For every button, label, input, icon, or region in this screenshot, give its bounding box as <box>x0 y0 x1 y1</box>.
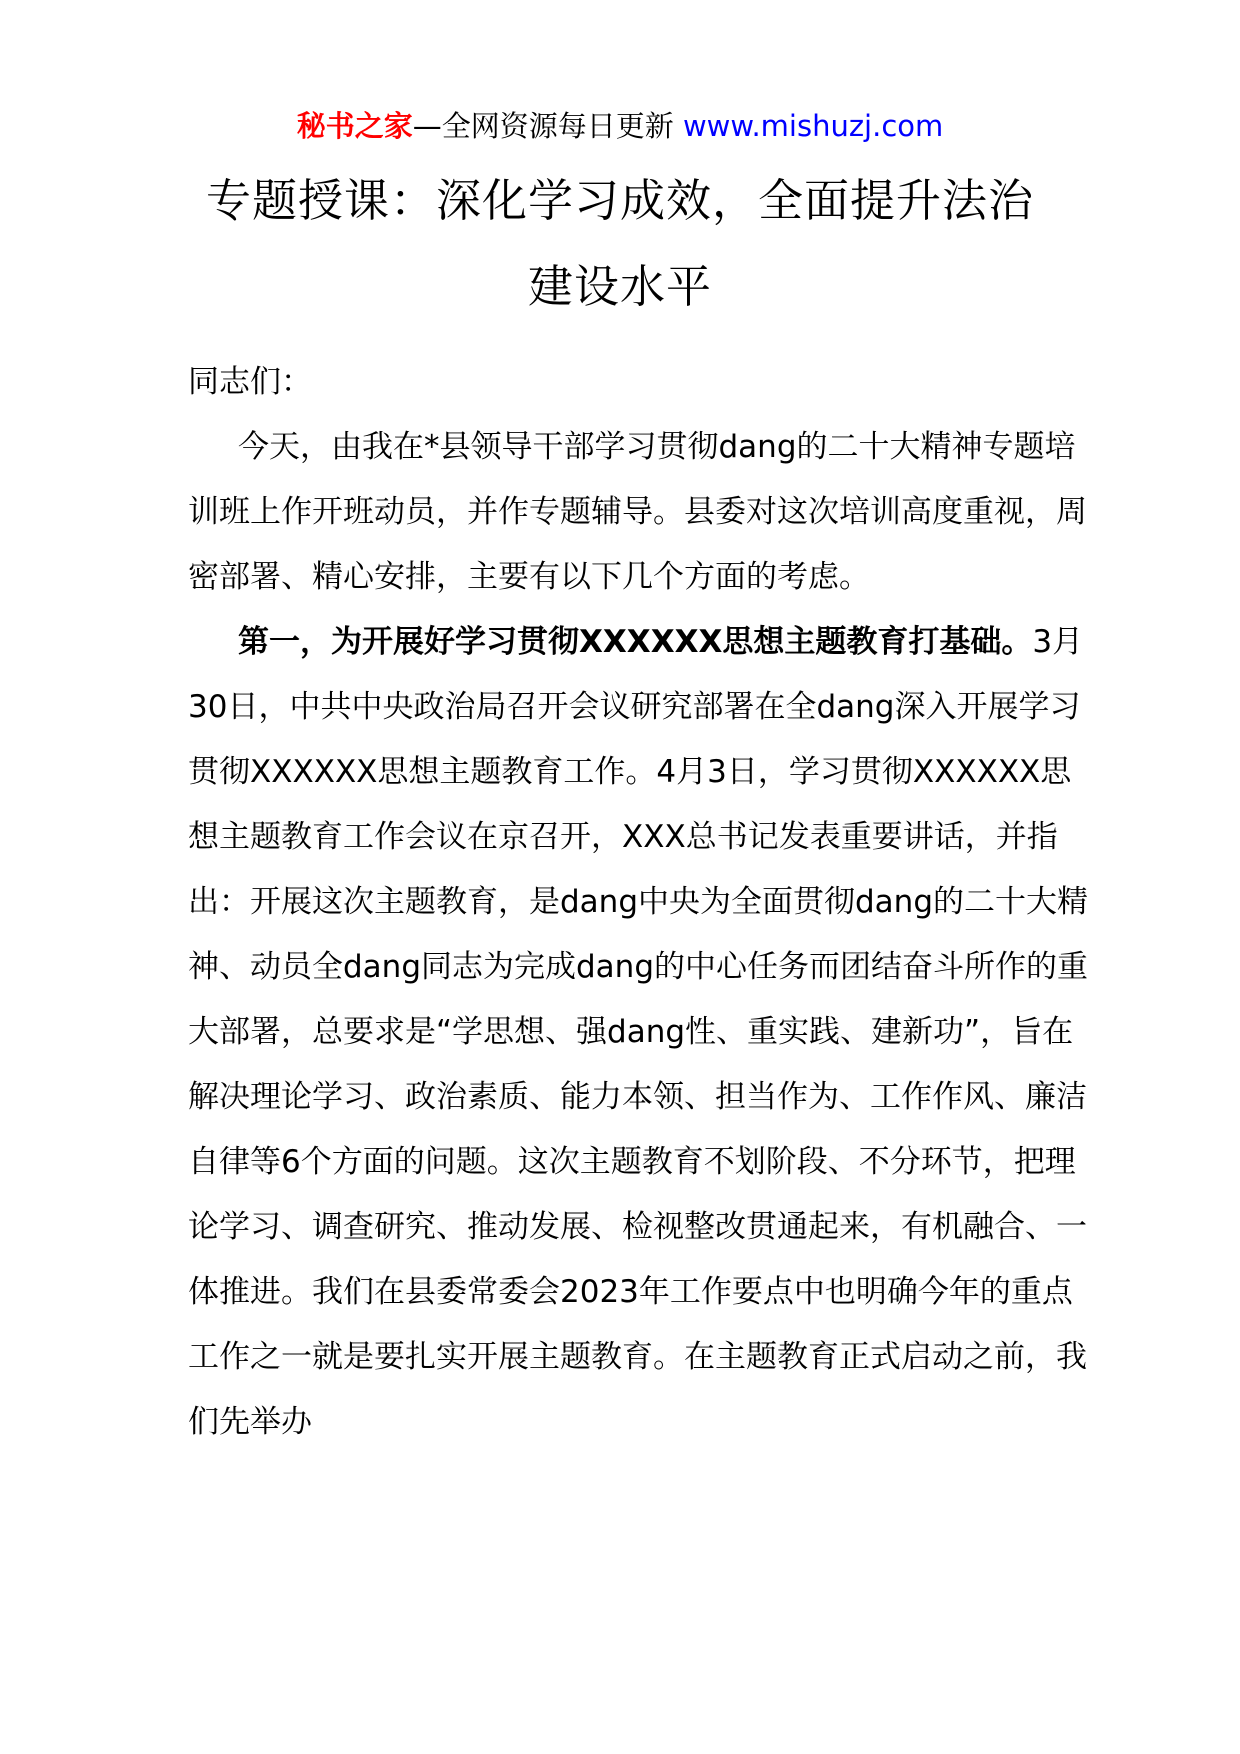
paragraph-2 <box>188 610 1088 1455</box>
header-url-link[interactable]: www.mishuzj.com <box>682 109 944 143</box>
paragraph-2-lead: 第一，为开展好学习贯彻XXXXXX思想主题教育打基础。 <box>238 624 1033 660</box>
salutation: 同志们： <box>188 364 312 400</box>
brand-name: 秘书之家 <box>296 109 413 143</box>
title-line-2: 建设水平 <box>527 260 712 313</box>
document-body <box>188 350 1088 1455</box>
document-title <box>140 158 1100 330</box>
header-tagline: —全网资源每日更新 <box>412 109 683 143</box>
watermark-header <box>0 104 1240 148</box>
paragraph-2-text: 3月30日，中共中央政治局召开会议研究部署在全dang深入开展学习贯彻XXXXXX思想主题教育工作。4月3日，学习贯彻XXXXXX思想主题教育工作会议在京召开，XXX总书记发表重要讲话，并指出：开展这次主题教育，是dang中央为全面贯彻dang的二十大精神、动员全dang同志为完成dang的中心任务而团结奋斗所作的重大部署，总要求是“学思想、强dang性、重实践、建新功”，旨在解决理论学习、政治素质、能力本领、担当作为、工作作风、廉洁自律等6个方面的问题。这次主题教育不划阶段、不分环节，把理论学习、调查研究、推动发展、检视整改贯通起来，有机融合、一体推进。我们在县委常委会2023年工作要点中也明确今年的重点工作之一就是要扎实开展主题教育。在主题教育正式启动之前，我们先举办 <box>188 624 1088 1440</box>
paragraph-1: 今天，由我在*县领导干部学习贯彻dang的二十大精神专题培训班上作开班动员，并作专题辅导。县委对这次培训高度重视，周密部署、精心安排，主要有以下几个方面的考虑。 <box>188 429 1087 595</box>
title-line-1: 专题授课：深化学习成效，全面提升法治 <box>205 174 1034 227</box>
